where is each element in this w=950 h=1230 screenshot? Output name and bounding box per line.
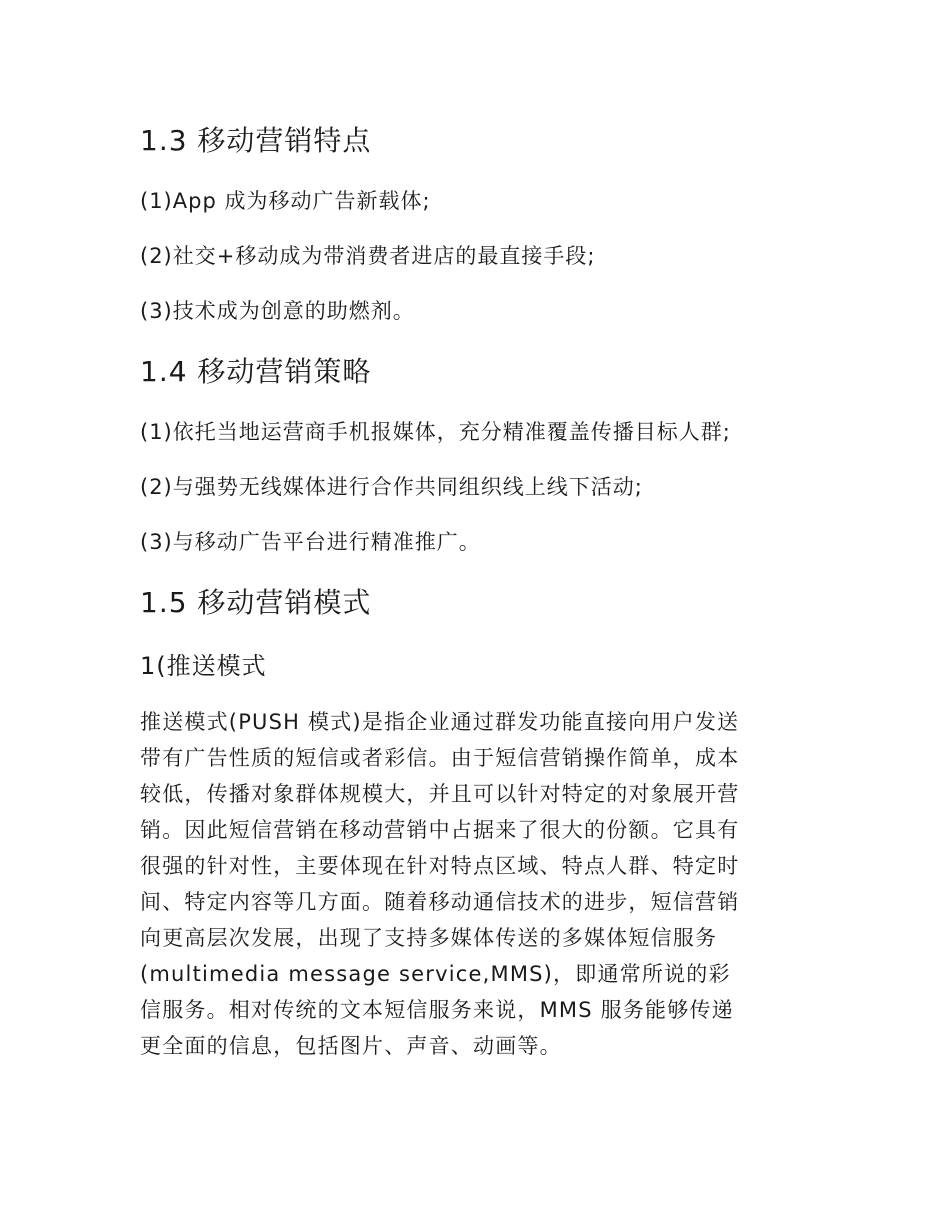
paragraph-line: 向更高层次发展，出现了支持多媒体传送的多媒体短信服务 [140,926,718,950]
subheading-push-mode: 1(推送模式 [140,652,267,680]
list-item: (3)与移动广告平台进行精准推广。 [140,530,481,554]
paragraph-line: 较低，传播对象群体规模大，并且可以针对特定的对象展开营 [140,782,740,806]
list-item: (3)技术成为创意的助燃剂。 [140,299,415,323]
paragraph-line: 推送模式(PUSH 模式)是指企业通过群发功能直接向用户发送 [140,710,740,734]
paragraph-line: 间、特定内容等几方面。随着移动通信技术的进步，短信营销 [140,890,740,914]
paragraph-line: 信服务。相对传统的文本短信服务来说，MMS 服务能够传递 [140,998,734,1022]
paragraph-line: 带有广告性质的短信或者彩信。由于短信营销操作简单，成本 [140,746,740,770]
section-heading-1-3: 1.3 移动营销特点 [140,124,372,157]
section-heading-1-4: 1.4 移动营销策略 [140,355,372,388]
list-item: (2)与强势无线媒体进行合作共同组织线上线下活动; [140,475,643,499]
list-item: (2)社交+移动成为带消费者进店的最直接手段; [140,244,596,268]
list-item: (1)依托当地运营商手机报媒体，充分精准覆盖传播目标人群; [140,420,731,444]
paragraph-line: 销。因此短信营销在移动营销中占据来了很大的份额。它具有 [140,818,740,842]
section-heading-1-5: 1.5 移动营销模式 [140,586,372,619]
paragraph-line: 更全面的信息，包括图片、声音、动画等。 [140,1034,562,1058]
list-item: (1)App 成为移动广告新载体; [140,189,431,213]
paragraph-line: (multimedia message service,MMS)，即通常所说的彩 [140,962,731,986]
paragraph-line: 很强的针对性，主要体现在针对特点区域、特点人群、特定时 [140,854,740,878]
